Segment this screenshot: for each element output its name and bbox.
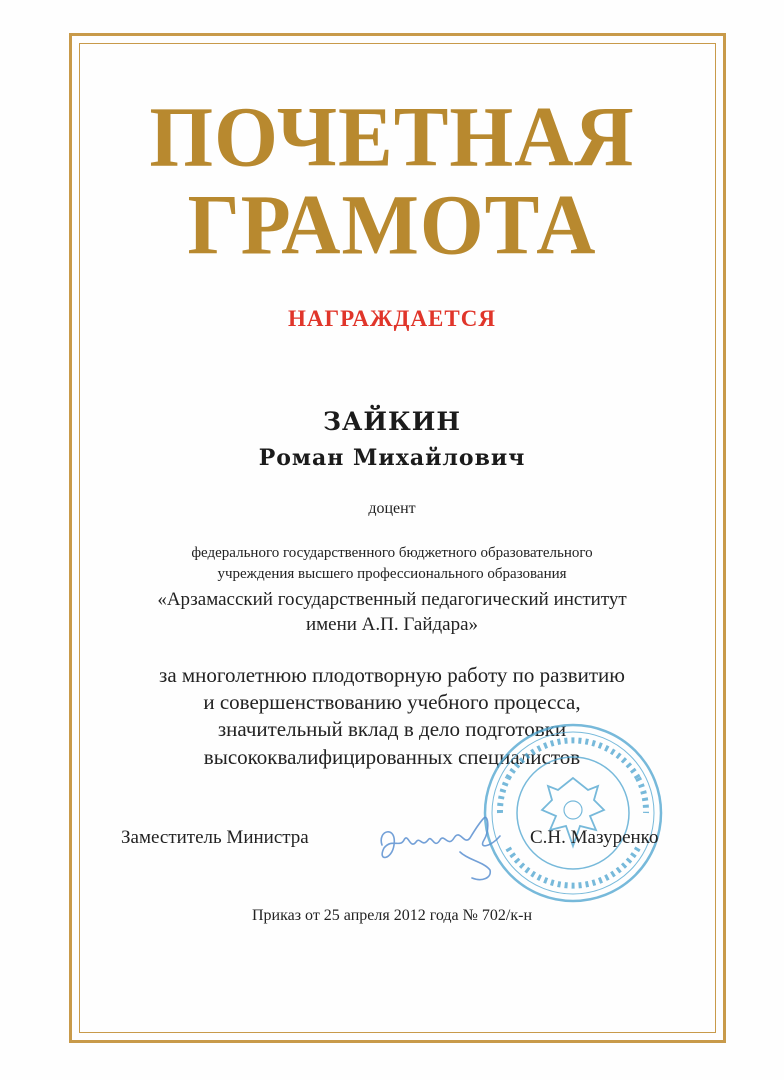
title-line-1: ПОЧЕТНАЯ (149, 88, 635, 185)
organization-line-1: федерального государственного бюджетного образовательного (191, 545, 593, 561)
organization-line-2: учреждения высшего профессионального образования (217, 566, 567, 582)
awarded-heading: НАГРАЖДАЕТСЯ (288, 306, 496, 331)
recipient-surname: ЗАЙКИН (323, 407, 461, 436)
recipient-position: доцент (368, 500, 416, 517)
merit-line-1: за многолетнюю плодотворную работу по развитию (159, 663, 625, 687)
organization-line-4: имени А.П. Гайдара» (305, 614, 479, 635)
handwritten-signature (372, 800, 522, 885)
recipient-given-names: Роман Михайлович (258, 445, 526, 471)
merit-line-4: высококвалифицированных специалистов (203, 745, 581, 769)
merit-line-2: и совершенствованию учебного процесса, (203, 690, 581, 714)
signer-name: С.Н. Мазуренко (530, 827, 659, 848)
title-line-2: ГРАМОТА (187, 176, 597, 273)
organization-line-3: «Арзамасский государственный педагогический институт (157, 589, 627, 610)
merit-line-3: значительный вклад в дело подготовки (217, 717, 567, 741)
signer-title: Заместитель Министра (121, 827, 309, 848)
order-reference: Приказ от 25 апреля 2012 года № 702/к-н (251, 907, 533, 924)
